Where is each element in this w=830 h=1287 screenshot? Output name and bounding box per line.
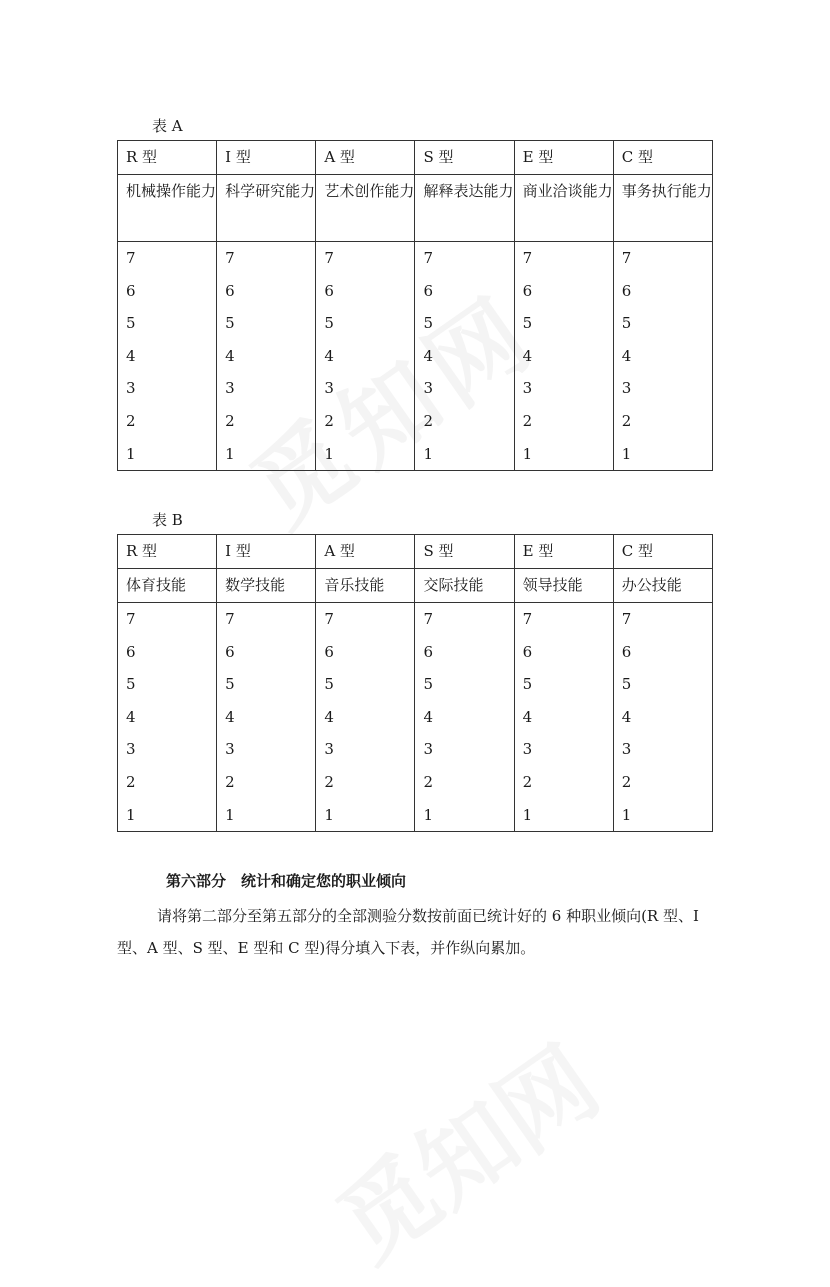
score-value: 5 xyxy=(324,314,334,333)
table-a-scores-a xyxy=(316,242,415,471)
table-a-ability-i: 科学研究能力 xyxy=(217,175,316,242)
score-value: 7 xyxy=(225,610,235,628)
score-value: 2 xyxy=(522,772,533,791)
score-value: 3 xyxy=(522,379,533,398)
score-value: 4 xyxy=(423,707,434,726)
score-value: 3 xyxy=(423,379,434,398)
table-b-header-i: I 型 xyxy=(217,535,316,569)
score-value: 1 xyxy=(225,805,235,824)
table-b-header-row xyxy=(118,535,713,569)
table-b-skill-e: 领导技能 xyxy=(514,569,613,603)
section-body-paragraph: 请将第二部分至第五部分的全部测验分数按前面已统计好的 6 种职业倾向(R 型、I 型、A 型、S 型、E 型和 C 型)得分填入下表，并作纵向累加。 xyxy=(117,907,699,957)
score-value: 2 xyxy=(126,772,136,791)
score-value: 6 xyxy=(621,281,632,300)
score-value: 7 xyxy=(324,610,334,628)
score-value: 6 xyxy=(126,281,136,300)
table-a-header-e: E 型 xyxy=(514,141,613,175)
table-b-skill-row xyxy=(118,569,713,603)
table-a-score-row xyxy=(118,242,713,471)
score-value: 5 xyxy=(423,314,434,333)
table-b-scores-s xyxy=(415,603,514,832)
score-value: 4 xyxy=(324,707,334,726)
score-value: 4 xyxy=(225,346,235,365)
table-a-caption: 表 A xyxy=(152,117,183,135)
table-b-scores-i xyxy=(217,603,316,832)
score-value: 1 xyxy=(621,444,632,463)
score-value: 3 xyxy=(423,740,434,759)
table-a-header-s: S 型 xyxy=(415,141,514,175)
score-value: 5 xyxy=(423,675,434,694)
table-b-skill-r: 体育技能 xyxy=(118,569,217,603)
score-value: 6 xyxy=(324,281,334,300)
score-value: 6 xyxy=(225,281,235,300)
table-a xyxy=(117,140,713,471)
score-value: 1 xyxy=(423,444,434,463)
score-value: 3 xyxy=(225,740,235,759)
score-value: 2 xyxy=(621,411,632,430)
score-value: 4 xyxy=(126,707,136,726)
score-value: 2 xyxy=(423,772,434,791)
score-value: 4 xyxy=(621,346,632,365)
score-value: 4 xyxy=(225,707,235,726)
score-value: 2 xyxy=(225,411,235,430)
score-value: 7 xyxy=(423,249,434,267)
score-value: 5 xyxy=(126,314,136,333)
score-value: 4 xyxy=(126,346,136,365)
score-value: 2 xyxy=(423,411,434,430)
score-value: 1 xyxy=(522,805,533,824)
score-value: 7 xyxy=(423,610,434,628)
watermark xyxy=(307,1010,621,1287)
score-value: 6 xyxy=(126,642,136,661)
table-a-ability-e: 商业洽谈能力 xyxy=(514,175,613,242)
score-value: 7 xyxy=(522,249,533,267)
section-heading: 第六部分 统计和确定您的职业倾向 xyxy=(166,872,407,890)
score-value: 1 xyxy=(522,444,533,463)
score-value: 3 xyxy=(126,740,136,759)
score-value: 5 xyxy=(225,314,235,333)
score-value: 7 xyxy=(621,610,632,628)
table-b-skill-a: 音乐技能 xyxy=(316,569,415,603)
table-b-caption: 表 B xyxy=(152,511,183,529)
score-value: 2 xyxy=(324,411,334,430)
score-value: 1 xyxy=(621,805,632,824)
score-value: 3 xyxy=(225,379,235,398)
score-value: 1 xyxy=(423,805,434,824)
score-value: 5 xyxy=(126,675,136,694)
table-a-ability-c: 事务执行能力 xyxy=(613,175,712,242)
table-a-scores-e xyxy=(514,242,613,471)
score-value: 6 xyxy=(324,642,334,661)
table-b-header-a: A 型 xyxy=(316,535,415,569)
score-value: 1 xyxy=(126,805,136,824)
score-value: 3 xyxy=(126,379,136,398)
table-b-scores-e xyxy=(514,603,613,832)
score-value: 5 xyxy=(621,314,632,333)
table-b-header-r: R 型 xyxy=(118,535,217,569)
table-a-header-r: R 型 xyxy=(118,141,217,175)
score-value: 1 xyxy=(324,805,334,824)
table-b-scores-a xyxy=(316,603,415,832)
score-value: 4 xyxy=(324,346,334,365)
score-value: 2 xyxy=(522,411,533,430)
table-a-header-c: C 型 xyxy=(613,141,712,175)
score-value: 6 xyxy=(423,642,434,661)
score-value: 3 xyxy=(522,740,533,759)
table-a-scores-c xyxy=(613,242,712,471)
table-b-skill-c: 办公技能 xyxy=(613,569,712,603)
score-value: 4 xyxy=(621,707,632,726)
score-value: 3 xyxy=(324,379,334,398)
score-value: 1 xyxy=(225,444,235,463)
score-value: 7 xyxy=(621,249,632,267)
table-a-scores-i xyxy=(217,242,316,471)
score-value: 4 xyxy=(423,346,434,365)
table-a-header-a: A 型 xyxy=(316,141,415,175)
score-value: 2 xyxy=(621,772,632,791)
score-value: 1 xyxy=(126,444,136,463)
score-value: 6 xyxy=(423,281,434,300)
score-value: 4 xyxy=(522,707,533,726)
score-value: 2 xyxy=(324,772,334,791)
table-a-scores-r xyxy=(118,242,217,471)
score-value: 6 xyxy=(621,642,632,661)
score-value: 5 xyxy=(522,314,533,333)
score-value: 5 xyxy=(522,675,533,694)
score-value: 1 xyxy=(324,444,334,463)
table-b-header-c: C 型 xyxy=(613,535,712,569)
score-value: 6 xyxy=(225,642,235,661)
table-b-score-row xyxy=(118,603,713,832)
table-b-header-e: E 型 xyxy=(514,535,613,569)
table-a-header-row xyxy=(118,141,713,175)
score-value: 3 xyxy=(621,740,632,759)
score-value: 4 xyxy=(522,346,533,365)
score-value: 7 xyxy=(324,249,334,267)
score-value: 3 xyxy=(621,379,632,398)
score-value: 2 xyxy=(126,411,136,430)
table-a-ability-row xyxy=(118,175,713,242)
table-b-skill-i: 数学技能 xyxy=(217,569,316,603)
score-value: 5 xyxy=(324,675,334,694)
table-b-skill-s: 交际技能 xyxy=(415,569,514,603)
score-value: 6 xyxy=(522,642,533,661)
table-b-scores-r xyxy=(118,603,217,832)
score-value: 6 xyxy=(522,281,533,300)
table-b-scores-c xyxy=(613,603,712,832)
score-value: 5 xyxy=(621,675,632,694)
score-value: 7 xyxy=(126,610,136,628)
table-a-ability-s: 解释表达能力 xyxy=(415,175,514,242)
score-value: 7 xyxy=(225,249,235,267)
table-a-scores-s xyxy=(415,242,514,471)
score-value: 7 xyxy=(522,610,533,628)
table-b xyxy=(117,534,713,832)
score-value: 7 xyxy=(126,249,136,267)
table-a-ability-r: 机械操作能力 xyxy=(118,175,217,242)
score-value: 5 xyxy=(225,675,235,694)
table-b-header-s: S 型 xyxy=(415,535,514,569)
table-a-ability-a: 艺术创作能力 xyxy=(316,175,415,242)
table-a-header-i: I 型 xyxy=(217,141,316,175)
score-value: 3 xyxy=(324,740,334,759)
score-value: 2 xyxy=(225,772,235,791)
